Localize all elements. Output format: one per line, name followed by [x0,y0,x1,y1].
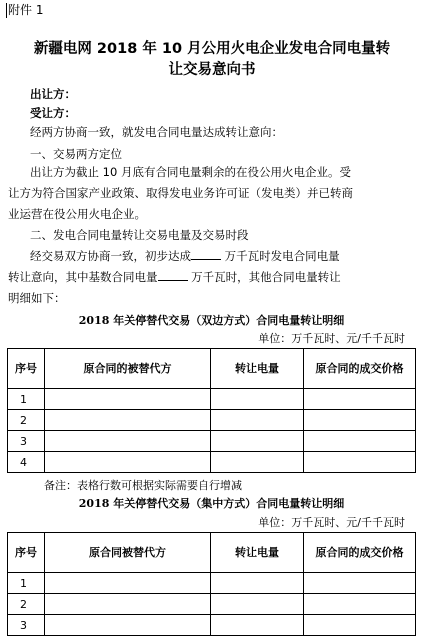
document-title [12,39,412,81]
section1-heading: 一、交易两方定位 [30,147,122,161]
row-number: 3 [8,431,45,452]
table-cell[interactable] [304,615,416,636]
table-cell[interactable] [304,573,416,594]
section2-line-1 [30,248,340,264]
row-number: 3 [8,615,45,636]
row-number: 4 [8,452,45,473]
table-row [8,431,416,452]
table-row [8,389,416,410]
table-cell[interactable] [211,389,304,410]
column-header: 原合同的被替代方 [45,349,211,389]
section2-text: 万千瓦时，其他合同电量转让 [187,270,341,284]
section2-text: 转让意向，其中基数合同电量 [8,270,158,284]
table-cell[interactable] [304,594,416,615]
table-cell[interactable] [211,594,304,615]
section2-text: 经交易双方协商一致，初步达成 [30,249,191,263]
base-amount-blank[interactable] [158,269,188,281]
table-cell[interactable] [45,615,211,636]
table-cell[interactable] [211,452,304,473]
table-row [8,594,416,615]
table-cell[interactable] [211,431,304,452]
column-header: 序号 [8,533,45,573]
table-cell[interactable] [45,573,211,594]
table-cell[interactable] [45,389,211,410]
section2-text: 万千瓦时发电合同电量 [221,249,340,263]
table-row [8,452,416,473]
section1-paragraph-line: 让方为符合国家产业政策、取得发电业务许可证（发电类）并已转商 [8,186,353,200]
table-cell[interactable] [45,410,211,431]
table1-unit: 单位：万千瓦时、元/千千瓦时 [258,332,405,345]
transfer-table-bilateral [7,348,416,473]
row-number: 1 [8,573,45,594]
transferee-label: 受让方： [30,106,76,120]
table2-caption: 2018 年关停替代交易（集中方式）合同电量转让明细 [78,497,345,510]
table-cell[interactable] [304,389,416,410]
row-number: 2 [8,410,45,431]
section1-paragraph-line: 业运营在役公用火电企业。 [8,207,146,221]
column-header: 原合同被替代方 [45,533,211,573]
table-cell[interactable] [304,410,416,431]
transfer-table-centralized [7,532,416,636]
table-cell[interactable] [304,431,416,452]
section1-paragraph-line: 出让方为截止 10 月底有合同电量剩余的在役公用火电企业。受 [30,165,351,179]
table1-caption: 2018 年关停替代交易（双边方式）合同电量转让明细 [78,314,345,327]
section2-heading: 二、发电合同电量转让交易电量及交易时段 [30,228,249,242]
text-cursor [6,3,7,18]
section2-line-3: 明细如下： [8,291,66,305]
intro-text: 经两方协商一致，就发电合同电量达成转让意向： [30,125,283,139]
amount-blank[interactable] [191,248,221,260]
table-cell[interactable] [211,615,304,636]
table-row [8,410,416,431]
attachment-label: 附件 1 [8,3,44,17]
title-line-2: 让交易意向书 [168,62,256,78]
table-cell[interactable] [304,452,416,473]
column-header: 原合同的成交价格 [304,349,416,389]
section2-line-2 [8,269,341,285]
column-header: 序号 [8,349,45,389]
column-header: 转让电量 [211,349,304,389]
table-note: 备注：表格行数可根据实际需要自行增减 [44,479,242,492]
table-cell[interactable] [45,452,211,473]
table-row [8,615,416,636]
transferor-label: 出让方： [30,87,76,101]
column-header: 转让电量 [211,533,304,573]
column-header: 原合同的成交价格 [304,533,416,573]
table-cell[interactable] [211,410,304,431]
table-cell[interactable] [211,573,304,594]
title-line-1: 新疆电网 2018 年 10 月公用火电企业发电合同电量转 [33,41,391,57]
row-number: 1 [8,389,45,410]
row-number: 2 [8,594,45,615]
table2-unit: 单位：万千瓦时、元/千千瓦时 [258,516,405,529]
table-row [8,573,416,594]
table-cell[interactable] [45,594,211,615]
table-cell[interactable] [45,431,211,452]
